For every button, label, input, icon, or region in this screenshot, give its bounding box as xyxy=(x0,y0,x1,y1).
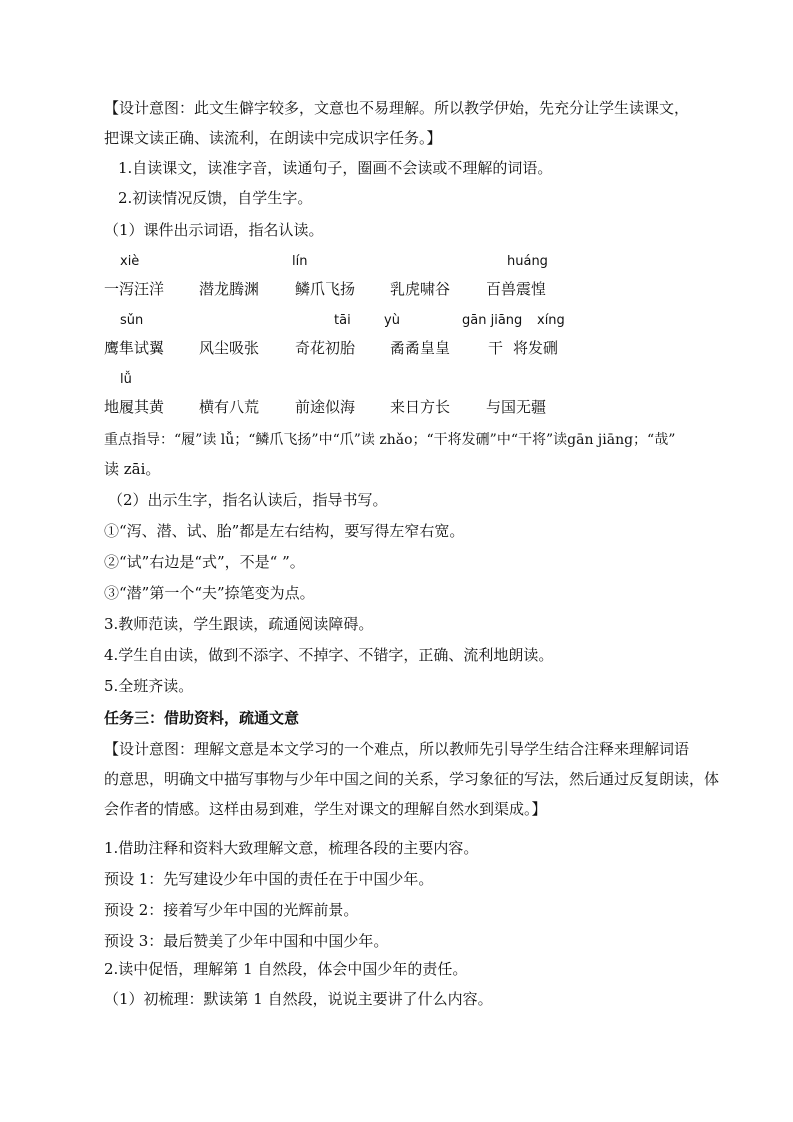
step-free-reading: 4.学生自由读，做到不添字、不掉字、不错字，正确、流利地朗读。 xyxy=(104,646,554,664)
vocab-word: 乳虎啸谷 xyxy=(390,280,451,298)
pinyin-tai: tāi xyxy=(334,313,351,328)
step-understand-paragraph-1: 2.读中促悟，理解第 1 自然段，体会中国少年的责任。 xyxy=(104,960,468,978)
pinyin-xing: xíng xyxy=(537,313,565,328)
pinyin-xie: xiè xyxy=(120,254,140,269)
task-3-heading: 任务三：借助资料，疏通文意 xyxy=(104,709,300,727)
design-intent-2-line-3: 会作者的情感。这样由易到难，学生对课文的理解自然水到渠成。】 xyxy=(104,800,547,818)
vocab-word: 来日方长 xyxy=(390,398,451,416)
preset-3: 预设 3：最后赞美了少年中国和中国少年。 xyxy=(104,932,389,950)
preset-2: 预设 2：接着写少年中国的光辉前景。 xyxy=(104,901,359,919)
vocab-word: 鳞爪飞扬 xyxy=(295,280,356,298)
step-show-characters: （2）出示生字，指名认读后，指导书写。 xyxy=(108,491,388,509)
step-teacher-reading: 3.教师范读，学生跟读，疏通阅读障碍。 xyxy=(104,615,374,633)
writing-tip-1: ①“泻、潜、试、胎”都是左右结构，要写得左窄右宽。 xyxy=(104,522,465,540)
vocab-word: 奇花初胎 xyxy=(295,339,356,357)
step-class-reading: 5.全班齐读。 xyxy=(104,677,194,695)
vocab-word: 与国无疆 xyxy=(486,398,547,416)
design-intent-1-line-1: 【设计意图：此文生僻字较多，文意也不易理解。所以教学伊始，先充分让学生读课文， xyxy=(104,99,690,117)
pinyin-gan-jiang: gān jiāng xyxy=(462,313,523,328)
pinyin-huang: huáng xyxy=(507,254,548,269)
design-intent-1-line-2: 把课文读正确、读流利，在朗读中完成识字任务。】 xyxy=(104,129,442,147)
vocab-word: 鹰隼试翼 xyxy=(104,339,165,357)
step-annotations: 1.借助注释和资料大致理解文意，梳理各段的主要内容。 xyxy=(104,839,479,857)
writing-tip-3: ③“潜”第一个“夫”捺笔变为点。 xyxy=(104,584,315,602)
vocab-word: 横有八荒 xyxy=(199,398,260,416)
design-intent-2-line-2: 的意思，明确文中描写事物与少年中国之间的关系，学习象征的写法，然后通过反复朗读，体 xyxy=(104,770,720,788)
pinyin-lv: lǚ xyxy=(120,372,132,387)
vocab-word: 一泻汪洋 xyxy=(104,280,165,298)
step-show-words: （1）课件出示词语，指名认读。 xyxy=(104,221,324,239)
step-first-sort: （1）初梳理：默读第 1 自然段，说说主要讲了什么内容。 xyxy=(104,990,493,1008)
design-intent-2-line-1: 【设计意图：理解文意是本文学习的一个难点，所以教师先引导学生结合注释来理解词语 xyxy=(104,740,690,758)
vocab-word: 百兽震惶 xyxy=(486,280,547,298)
step-self-read: 1.自读课文，读准字音，读通句子，圈画不会读或不理解的词语。 xyxy=(118,159,553,177)
vocab-word: 矞矞皇皇 xyxy=(390,339,451,357)
vocab-word: 风尘吸张 xyxy=(199,339,260,357)
pinyin-sun: sǔn xyxy=(120,313,144,328)
key-guidance-line-1: 重点指导：“履”读 lǚ；“鳞爪飞扬”中“爪”读 zhǎo；“干将发硎”中“干将”读gān jiāng；“哉” xyxy=(104,432,676,448)
pinyin-yu: yù xyxy=(384,313,400,328)
key-guidance-line-2: 读 zāi。 xyxy=(104,460,161,478)
writing-tip-2: ②“试”右边是“式”，不是“ ”。 xyxy=(104,553,305,571)
vocab-word: 潜龙腾渊 xyxy=(199,280,260,298)
vocab-word: 将发硎 xyxy=(513,339,559,357)
vocab-word: 前途似海 xyxy=(295,398,356,416)
pinyin-lin: lín xyxy=(292,254,308,269)
step-feedback: 2.初读情况反馈，自学生字。 xyxy=(118,189,313,207)
preset-1: 预设 1：先写建设少年中国的责任在于中国少年。 xyxy=(104,870,434,888)
vocab-word: 干 xyxy=(488,339,504,357)
vocab-word: 地履其黄 xyxy=(104,398,165,416)
